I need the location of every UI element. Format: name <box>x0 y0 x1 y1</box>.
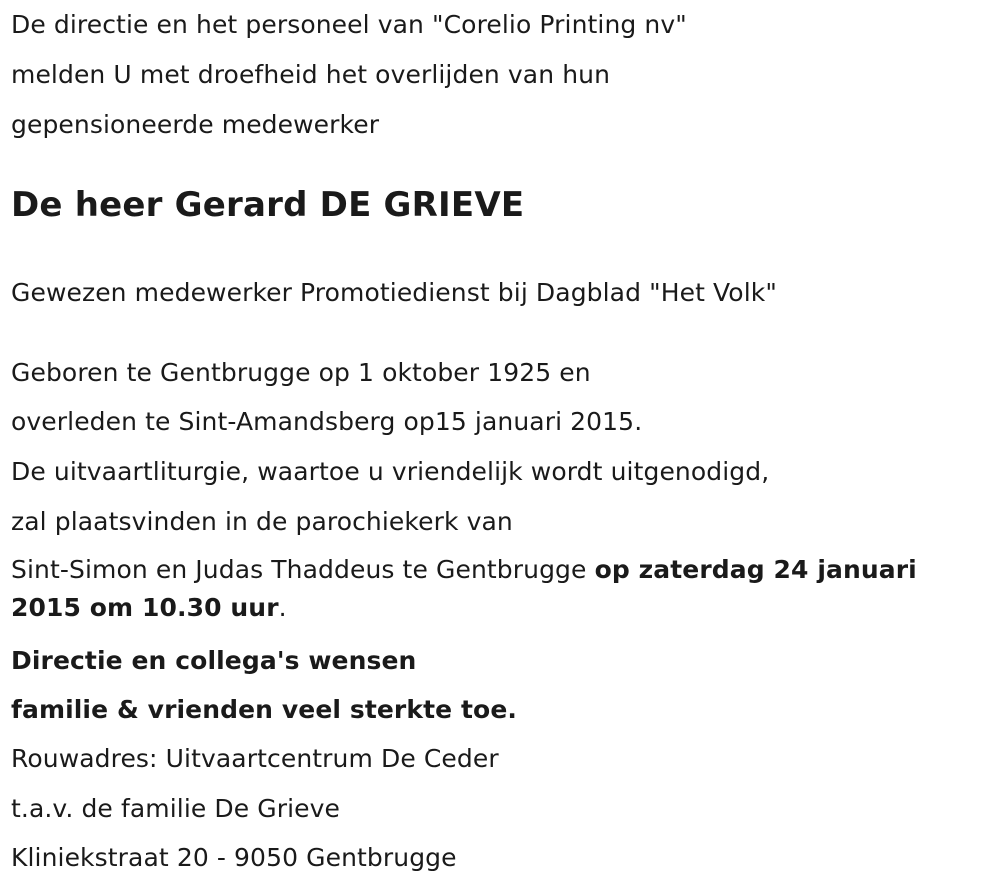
church-name: Sint-Simon en Judas Thaddeus te Gentbrugge <box>11 555 595 584</box>
condolence-line-2: familie & vrienden veel sterkte toe. <box>11 695 517 724</box>
date-period: . <box>278 593 287 622</box>
intro-line-2: melden U met droefheid het overlijden van hun <box>11 60 611 89</box>
funeral-invite-line: De uitvaartliturgie, waartoe u vriendelijk wordt uitgenodigd, <box>11 457 770 486</box>
former-role: Gewezen medewerker Promotiedienst bij Dagblad "Het Volk" <box>11 278 777 307</box>
intro-line-3: gepensioneerde medewerker <box>11 110 380 139</box>
address-line-3: Kliniekstraat 20 - 9050 Gentbrugge <box>11 843 457 872</box>
intro-line-1: De directie en het personeel van "Corelio Printing nv" <box>11 10 687 39</box>
address-line-1: Rouwadres: Uitvaartcentrum De Ceder <box>11 744 499 773</box>
church-and-date <box>11 551 971 627</box>
location-intro-line: zal plaatsvinden in de parochiekerk van <box>11 507 513 536</box>
funeral-date-time: op zaterdag 24 januari 2015 om 10.30 uur <box>11 555 917 622</box>
condolence-line-1: Directie en collega's wensen <box>11 646 417 675</box>
deceased-name-heading: De heer Gerard DE GRIEVE <box>11 185 525 225</box>
death-line: overleden te Sint-Amandsberg op15 januari 2015. <box>11 407 643 436</box>
birth-line: Geboren te Gentbrugge op 1 oktober 1925 en <box>11 358 591 387</box>
address-line-2: t.a.v. de familie De Grieve <box>11 794 341 823</box>
